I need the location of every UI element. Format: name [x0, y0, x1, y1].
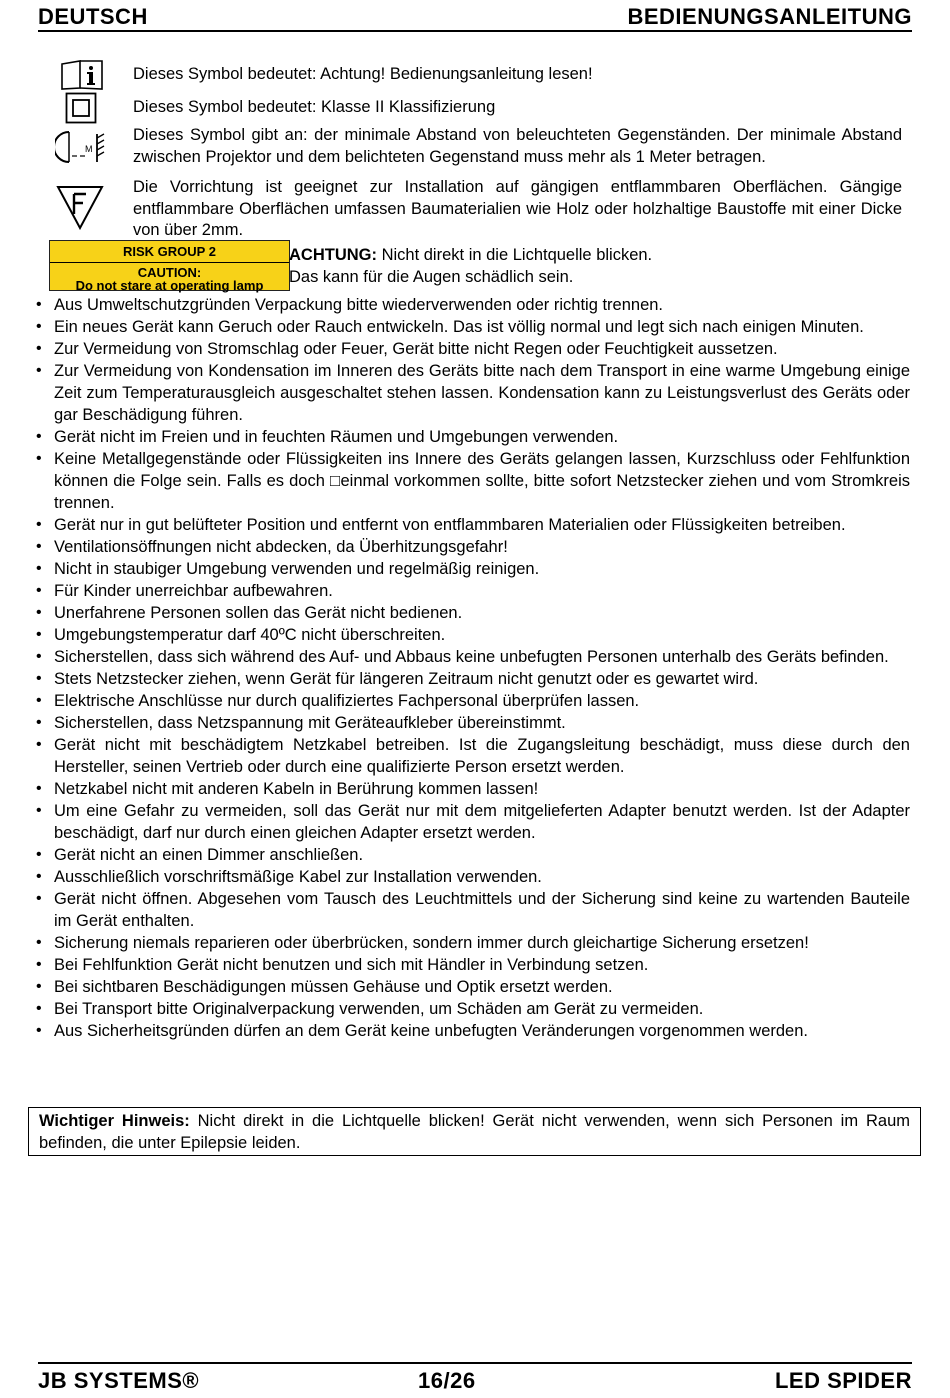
- risk-group-label: [49, 240, 290, 291]
- symbol-row-manual: [0, 60, 950, 90]
- list-item: • Sicherstellen, dass Netzspannung mit Geräteaufkleber übereinstimmt.: [36, 712, 910, 734]
- safety-list: [36, 294, 910, 1042]
- list-item: • Ventilationsöffnungen nicht abdecken, da Überhitzungsgefahr!: [36, 536, 910, 558]
- list-item: • Zur Vermeidung von Stromschlag oder Feuer, Gerät bitte nicht Regen oder Feuchtigkeit aussetzen.: [36, 338, 910, 360]
- header-title: BEDIENUNGSANLEITUNG: [627, 4, 912, 29]
- footer-brand: JB SYSTEMS®: [38, 1368, 200, 1393]
- warning-line2: Das kann für die Augen schädlich sein.: [289, 267, 574, 286]
- list-item: • Zur Vermeidung von Kondensation im Inneren des Geräts bitte nach dem Transport in eine warme Umgebung einige Zeit zum Temperaturausgleich ausgeschaltet stehen lassen. Kondensation kann zu Leistungsverlust des Geräts oder gar Beschädigung führen.: [36, 360, 910, 426]
- symbol-text: Dieses Symbol gibt an: der minimale Abstand von beleuchteten Gegenständen. Der minimale Abstand zwischen Projektor und dem belichteten Gegenstand muss mehr als 1 Meter betragen.: [133, 126, 902, 166]
- list-item: • Sicherung niemals reparieren oder überbrücken, sondern immer durch gleichartige Sicherung ersetzen!: [36, 932, 910, 954]
- symbol-text: Dieses Symbol bedeutet: Klasse II Klassifizierung: [133, 98, 496, 116]
- symbol-row-flammable: [0, 176, 950, 240]
- page-header: [38, 2, 912, 32]
- list-item: • Keine Metallgegenstände oder Flüssigkeiten ins Innere des Geräts gelangen lassen, Kurzschluss oder Fehlfunktion können die Folge sein. Falls es doch □einmal vorkommen sollte, bitte sofort Netzstecker ziehen und vom Stromkreis trennen.: [36, 448, 910, 514]
- list-item: • Für Kinder unerreichbar aufbewahren.: [36, 580, 910, 602]
- list-item: • Stets Netzstecker ziehen, wenn Gerät für längeren Zeitraum nicht genutzt oder es gewartet wird.: [36, 668, 910, 690]
- symbol-row-min-distance: [0, 124, 950, 170]
- list-item: • Aus Umweltschutzgründen Verpackung bitte wiederverwenden oder richtig trennen.: [36, 294, 910, 316]
- list-item: • Ausschließlich vorschriftsmäßige Kabel zur Installation verwenden.: [36, 866, 910, 888]
- warning-bold: ACHTUNG:: [289, 246, 377, 264]
- risk-group-title: RISK GROUP 2: [123, 244, 216, 259]
- list-item: • Bei sichtbaren Beschädigungen müssen Gehäuse und Optik ersetzt werden.: [36, 976, 910, 998]
- list-item: • Gerät nicht an einen Dimmer anschließen.: [36, 844, 910, 866]
- footer-product: LED SPIDER: [774, 1368, 912, 1393]
- list-item: • Sicherstellen, dass sich während des Auf- und Abbaus keine unbefugten Personen unterhalb des Geräts befinden.: [36, 646, 910, 668]
- list-item: • Elektrische Anschlüsse nur durch qualifiziertes Fachpersonal überprüfen lassen.: [36, 690, 910, 712]
- list-item: • Gerät nur in gut belüfteter Position und entfernt von entflammbaren Materialien oder Flüssigkeiten betreiben.: [36, 514, 910, 536]
- list-item: • Aus Sicherheitsgründen dürfen an dem Gerät keine unbefugten Veränderungen vorgenommen werden.: [36, 1020, 910, 1042]
- class-ii-icon: [65, 92, 97, 124]
- list-item: • Nicht in staubiger Umgebung verwenden und regelmäßig reinigen.: [36, 558, 910, 580]
- symbol-text: Dieses Symbol bedeutet: Achtung! Bedienungsanleitung lesen!: [133, 65, 593, 83]
- warning-text: [289, 245, 652, 288]
- svg-text:M: M: [85, 144, 93, 154]
- caution-text: Do not stare at operating lamp: [75, 278, 264, 293]
- list-item: • Bei Fehlfunktion Gerät nicht benutzen und sich mit Händler in Verbindung setzen.: [36, 954, 910, 976]
- list-item: • Ein neues Gerät kann Geruch oder Rauch entwickeln. Das ist völlig normal und legt sich nach einigen Minuten.: [36, 316, 910, 338]
- list-item: • Bei Transport bitte Originalverpackung verwenden, um Schäden am Gerät zu vermeiden.: [36, 998, 910, 1020]
- min-distance-icon: [55, 130, 107, 164]
- page-footer: [38, 1362, 912, 1398]
- list-item: • Netzkabel nicht mit anderen Kabeln in Berührung kommen lassen!: [36, 778, 910, 800]
- list-item: • Umgebungstemperatur darf 40ºC nicht überschreiten.: [36, 624, 910, 646]
- header-language: DEUTSCH: [38, 4, 148, 29]
- list-item: • Gerät nicht im Freien und in feuchten Räumen und Umgebungen verwenden.: [36, 426, 910, 448]
- warning-line1: Nicht direkt in die Lichtquelle blicken.: [377, 246, 653, 264]
- hint-text: Nicht direkt in die Lichtquelle blicken! Gerät nicht verwenden, wenn sich Personen im Raum befinden, die unter Epilepsie leiden.: [39, 1112, 910, 1152]
- symbol-row-class-ii: [0, 92, 950, 124]
- important-hint-box: [28, 1107, 921, 1156]
- hint-title: Wichtiger Hinweis:: [39, 1112, 190, 1130]
- list-item: • Unerfahrene Personen sollen das Gerät nicht bedienen.: [36, 602, 910, 624]
- symbol-text: Die Vorrichtung ist geeignet zur Installation auf gängigen entflammbaren Oberflächen. Gängige entflammbare Oberflächen umfassen Baumaterialien wie Holz oder holzhaltige Baustoffe mit einer Dicke von über 2mm.: [133, 178, 902, 239]
- manual-info-icon: [60, 60, 104, 90]
- footer-page-number: 16/26: [418, 1368, 476, 1393]
- list-item: • Um eine Gefahr zu vermeiden, soll das Gerät nur mit dem mitgelieferten Adapter benutzt werden. Ist der Adapter beschädigt, darf nur durch einen gleichen Adapter ersetzt werden.: [36, 800, 910, 844]
- list-item: • Gerät nicht mit beschädigtem Netzkabel betreiben. Ist die Zugangsleitung beschädigt, muss diese durch den Hersteller, seinen Vertrieb oder durch eine qualifizierte Person ersetzt werden.: [36, 734, 910, 778]
- flammable-surface-icon: [56, 184, 104, 230]
- caution-title: CAUTION:: [50, 262, 289, 279]
- list-item: • Gerät nicht öffnen. Abgesehen vom Tausch des Leuchtmittels und der Sicherung sind keine zu wartenden Bauteile im Gerät enthalten.: [36, 888, 910, 932]
